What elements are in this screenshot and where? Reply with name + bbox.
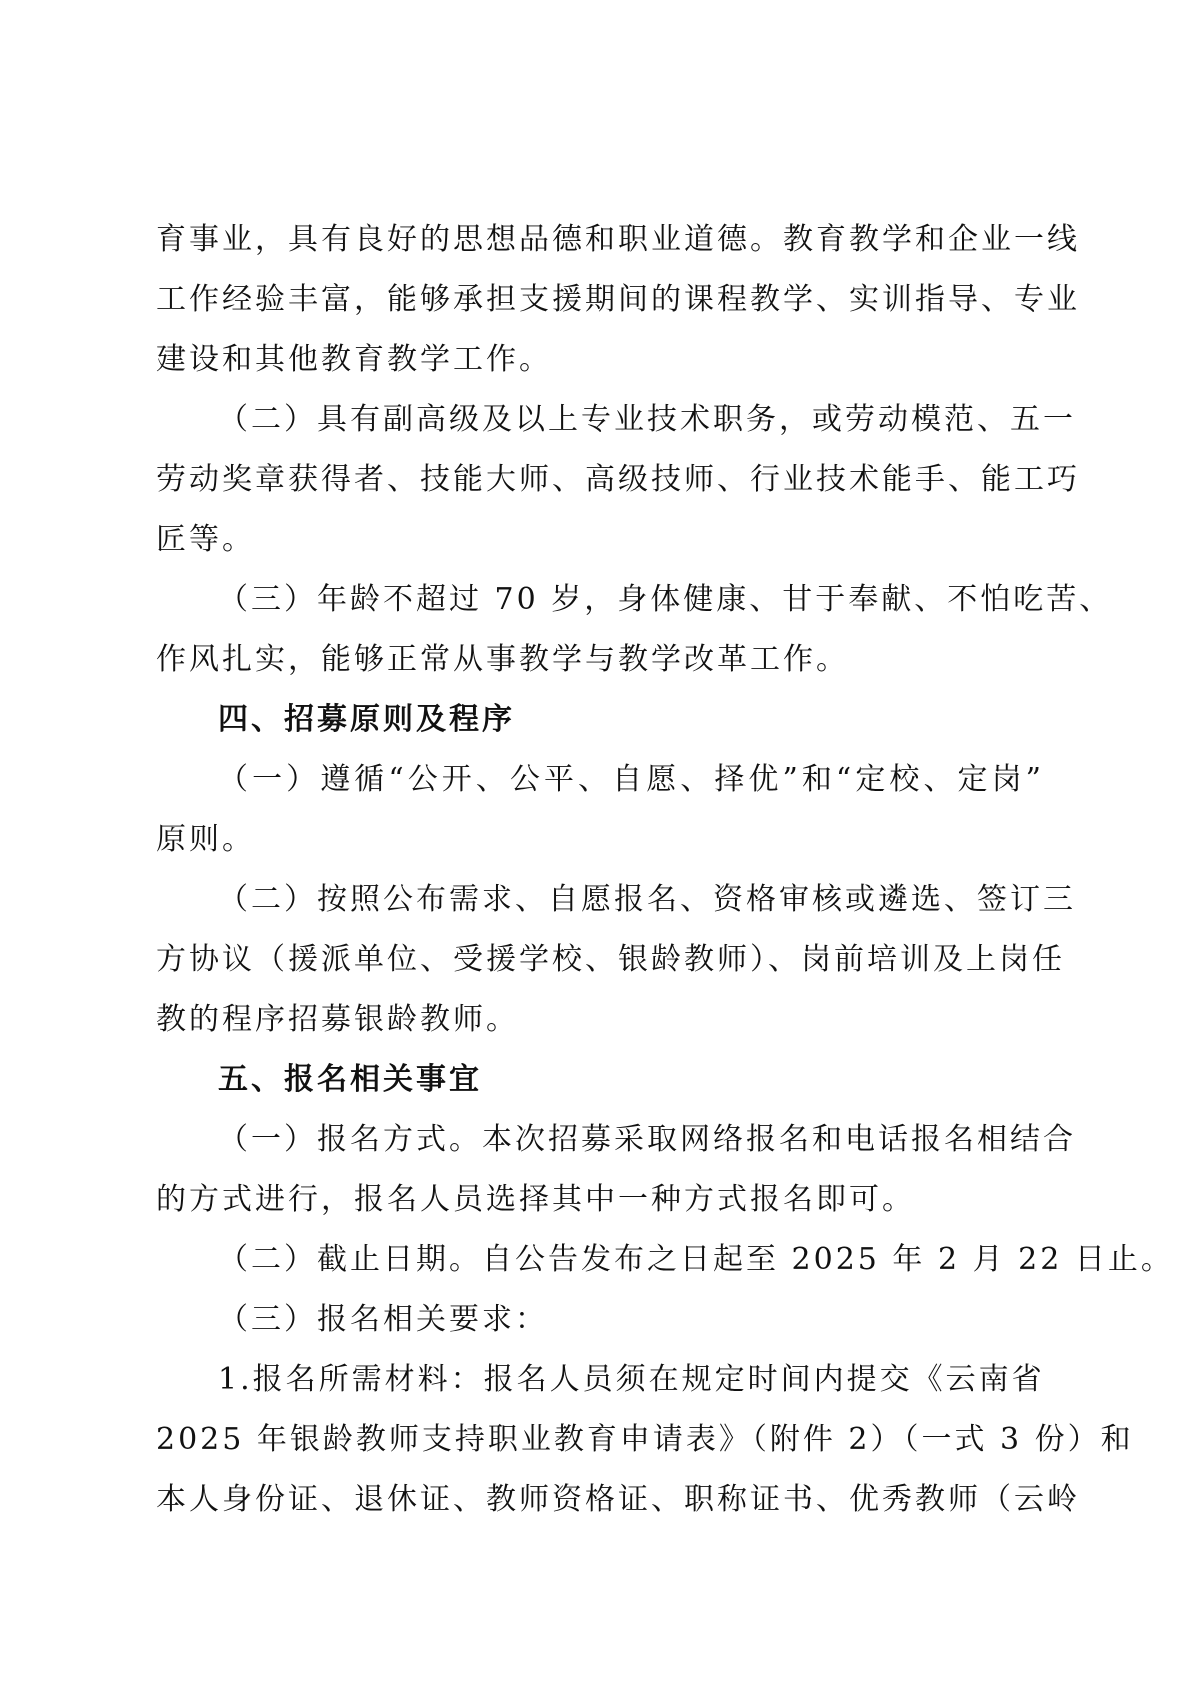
text-line: 育事业，具有良好的思想品德和职业道德。教育教学和企业一线 bbox=[156, 222, 1080, 257]
text-line: （一）遵循“公开、公平、自愿、择优”和“定校、定岗” bbox=[218, 762, 1044, 797]
text-line: （二）按照公布需求、自愿报名、资格审核或遴选、签订三 bbox=[218, 882, 1076, 917]
paragraph-age-requirement bbox=[156, 570, 1113, 690]
text-line: 作风扎实，能够正常从事教学与教学改革工作。 bbox=[156, 642, 849, 677]
heading-text: 四、招募原则及程序 bbox=[218, 702, 515, 737]
section-heading-registration bbox=[156, 1050, 1044, 1110]
text-line: 匠等。 bbox=[156, 522, 255, 557]
text-line: （三）年龄不超过 70 岁，身体健康、甘于奉献、不怕吃苦、 bbox=[218, 582, 1113, 617]
paragraph-procedure bbox=[156, 870, 1076, 1050]
text-line: （三）报名相关要求： bbox=[218, 1302, 548, 1337]
paragraph-title-requirement bbox=[156, 390, 1080, 570]
section-heading-principles bbox=[156, 690, 1044, 750]
text-line: 1.报名所需材料：报名人员须在规定时间内提交《云南省 bbox=[218, 1362, 1045, 1397]
paragraph-continued-qualifications bbox=[156, 210, 1080, 390]
paragraph-deadline bbox=[156, 1230, 1174, 1290]
text-line: 方协议（援派单位、受援学校、银龄教师）、岗前培训及上岗任 bbox=[156, 942, 1065, 977]
body-text bbox=[156, 210, 1174, 1530]
text-line: 工作经验丰富，能够承担支援期间的课程教学、实训指导、专业 bbox=[156, 282, 1080, 317]
paragraph-registration-requirements bbox=[156, 1290, 1044, 1350]
text-line: 教的程序招募银龄教师。 bbox=[156, 1002, 519, 1037]
paragraph-principles bbox=[156, 750, 1044, 870]
paragraph-registration-method bbox=[156, 1110, 1076, 1230]
text-line: 2025 年银龄教师支持职业教育申请表》（附件 2）（一式 3 份）和 bbox=[156, 1422, 1134, 1457]
text-line: 原则。 bbox=[156, 822, 255, 857]
text-line: 的方式进行，报名人员选择其中一种方式报名即可。 bbox=[156, 1182, 915, 1217]
text-line: （二）截止日期。自公告发布之日起至 2025 年 2 月 22 日止。 bbox=[218, 1242, 1174, 1277]
text-line: （一）报名方式。本次招募采取网络报名和电话报名相结合 bbox=[218, 1122, 1076, 1157]
text-line: 建设和其他教育教学工作。 bbox=[156, 342, 552, 377]
text-line: （二）具有副高级及以上专业技术职务，或劳动模范、五一 bbox=[218, 402, 1076, 437]
text-line: 本人身份证、退休证、教师资格证、职称证书、优秀教师（云岭 bbox=[156, 1482, 1080, 1517]
heading-text: 五、报名相关事宜 bbox=[218, 1062, 482, 1097]
paragraph-required-materials bbox=[156, 1350, 1134, 1530]
text-line: 劳动奖章获得者、技能大师、高级技师、行业技术能手、能工巧 bbox=[156, 462, 1080, 497]
